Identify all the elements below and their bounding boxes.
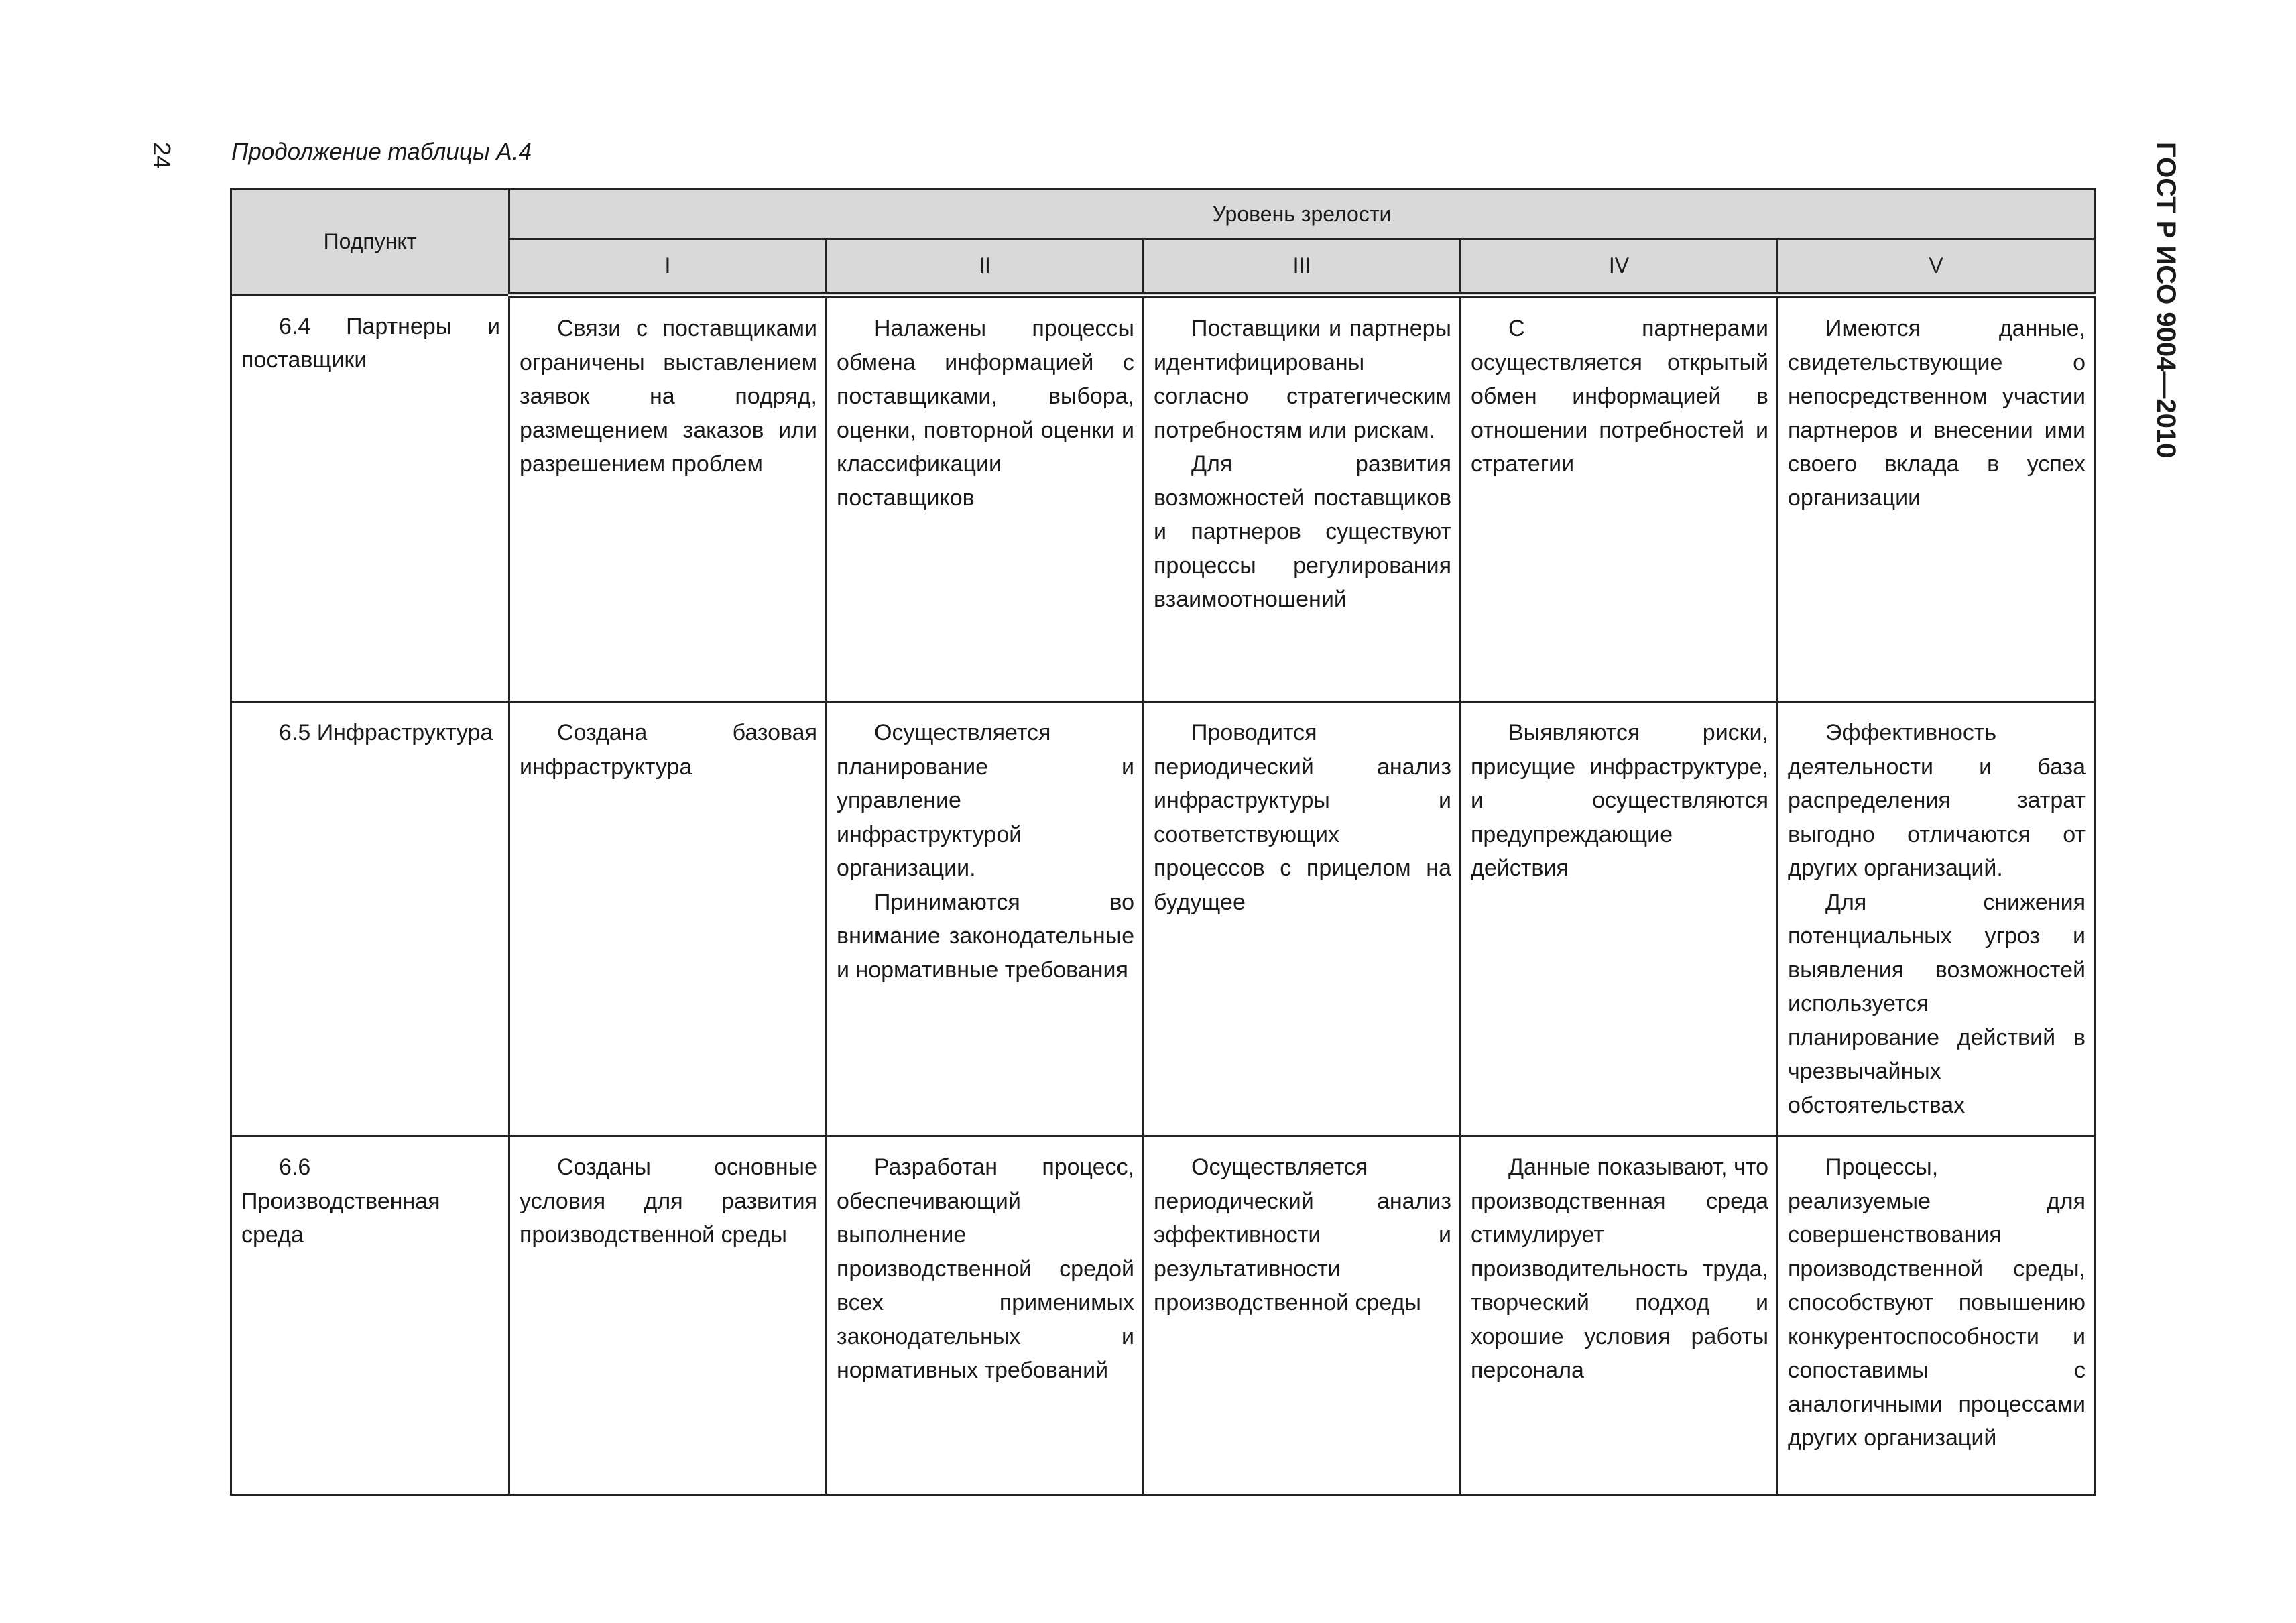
level-header: V (1778, 239, 2095, 296)
cell-text: Процессы, реализуемые для совершенствования производственной среды, способствуют повышению конкурентоспособности и сопоставимы с аналогичными процессами других организаций (1788, 1154, 2086, 1451)
cell-text: Осуществляется периодический анализ эффективности и результативности производственной среды (1154, 1154, 1451, 1315)
subpunkt-text: 6.5 Инфраструктура (279, 720, 493, 745)
level-header: III (1144, 239, 1461, 296)
page-number: 24 (148, 142, 176, 170)
level-cell (509, 702, 827, 1136)
cell-text: Выявляются риски, присущие инфраструктуре, и осуществляются предупреждающие действия (1471, 720, 1768, 881)
standard-id: ГОСТ Р ИСО 9004—2010 (2151, 142, 2181, 459)
subpunkt-cell (231, 1136, 509, 1495)
level-cell (1778, 1136, 2095, 1495)
cell-text: Принимаются во внимание законодательные и нормативные требования (837, 889, 1134, 983)
cell-text: Создана базовая инфраструктура (520, 720, 817, 780)
level-cell (1144, 1136, 1461, 1495)
subpunkt-text: 6.6 Производственная среда (241, 1154, 440, 1248)
level-cell (509, 1136, 827, 1495)
column-header-maturity-level: Уровень зрелости (509, 189, 2095, 239)
cell-text: Для развития возможностей поставщиков и партнеров существуют процессы регулирования взаимоотношений (1154, 451, 1451, 612)
cell-text: Для снижения потенциальных угроз и выявления возможностей используется планирование действий в чрезвычайных обстоятельствах (1788, 889, 2086, 1118)
cell-text: Эффективность деятельности и база распределения затрат выгодно отличаются от других организаций. (1788, 720, 2086, 881)
cell-text: Имеются данные, свидетельствующие о непосредственном участии партнеров и внесении ими своего вклада в успех организации (1788, 316, 2086, 511)
level-cell (1144, 702, 1461, 1136)
column-header-subpunkt: Подпункт (231, 189, 509, 296)
level-cell (1778, 295, 2095, 702)
cell-text: Связи с поставщиками ограничены выставлением заявок на подряд, размещением заказов или разрешением проблем (520, 316, 817, 477)
subpunkt-text: 6.4 Партнеры и поставщики (241, 313, 500, 373)
level-cell (1461, 1136, 1778, 1495)
level-cell (827, 1136, 1144, 1495)
cell-text: С партнерами осуществляется открытый обмен информацией в отношении потребностей и стратегии (1471, 316, 1768, 477)
subpunkt-cell (231, 295, 509, 702)
level-header: IV (1461, 239, 1778, 296)
level-cell (509, 295, 827, 702)
level-cell (827, 295, 1144, 702)
level-cell (1778, 702, 2095, 1136)
table-row (231, 702, 2095, 1136)
level-header: II (827, 239, 1144, 296)
cell-text: Проводится периодический анализ инфраструктуры и соответствующих процессов с прицелом на будущее (1154, 720, 1451, 915)
level-header: I (509, 239, 827, 296)
level-cell (1144, 295, 1461, 702)
cell-text: Налажены процессы обмена информацией с поставщиками, выбора, оценки, повторной оценки и классификации поставщиков (837, 316, 1134, 511)
level-cell (1461, 295, 1778, 702)
cell-text: Разработан процесс, обеспечивающий выполнение производственной средой всех применимых законодательных и нормативных требований (837, 1154, 1134, 1383)
maturity-table (230, 188, 2096, 1496)
cell-text: Данные показывают, что производственная среда стимулирует производительность труда, творческий подход и хорошие условия работы персонала (1471, 1154, 1768, 1383)
level-cell (1461, 702, 1778, 1136)
level-cell (827, 702, 1144, 1136)
table-caption: Продолжение таблицы А.4 (231, 139, 532, 165)
table-row (231, 1136, 2095, 1495)
cell-text: Поставщики и партнеры идентифицированы согласно стратегическим потребностям или рискам. (1154, 316, 1451, 443)
table-row (231, 295, 2095, 702)
subpunkt-cell (231, 702, 509, 1136)
cell-text: Осуществляется планирование и управление инфраструктурой организации. (837, 720, 1134, 881)
cell-text: Созданы основные условия для развития производственной среды (520, 1154, 817, 1248)
